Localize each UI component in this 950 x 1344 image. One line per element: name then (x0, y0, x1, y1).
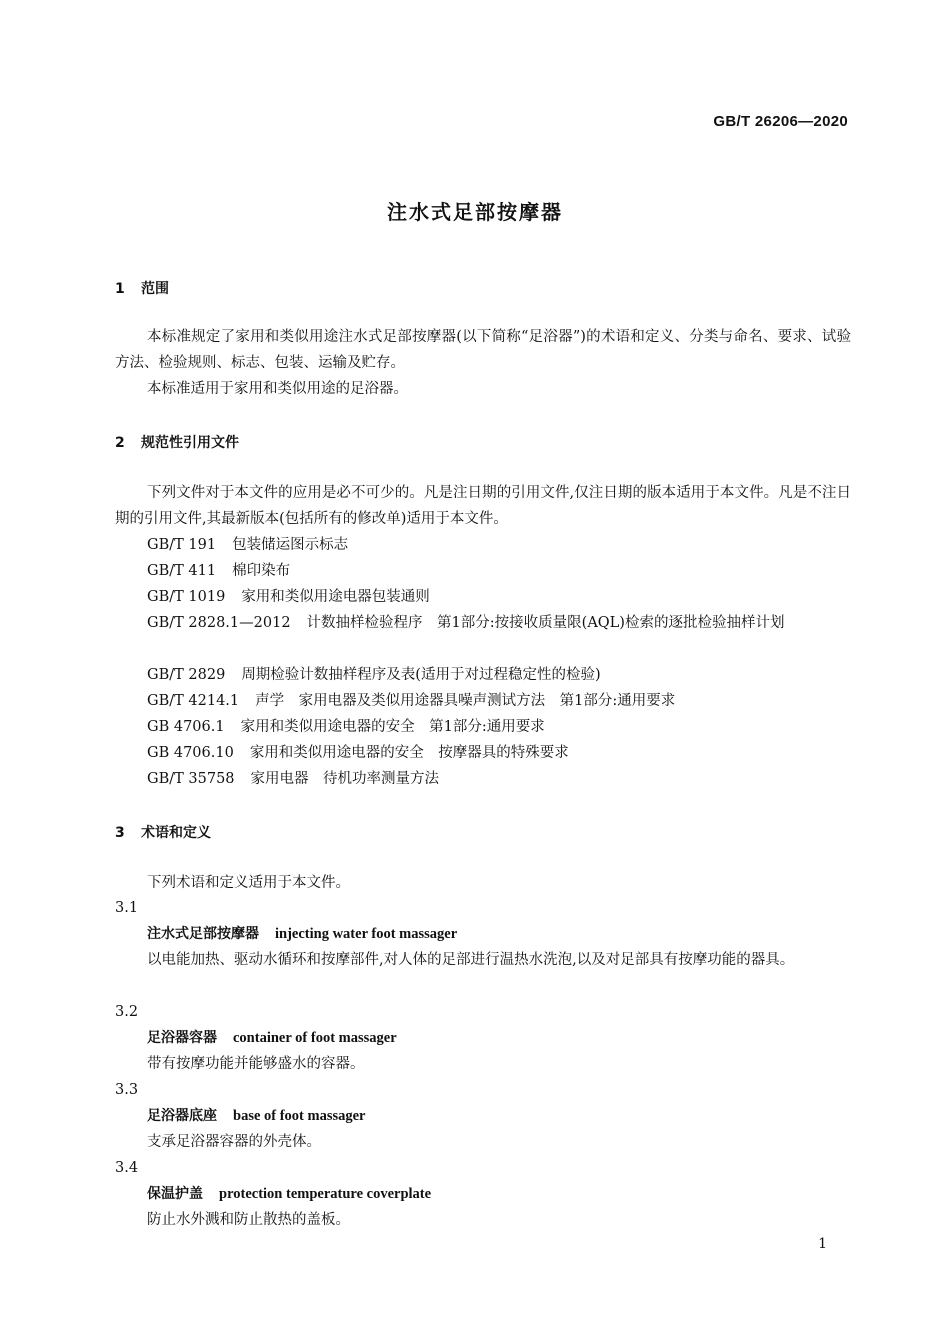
reference-item (147, 688, 675, 714)
reference-title: 家用和类似用途电器的安全 第1部分:通用要求 (240, 719, 545, 735)
page-number: 1 (818, 1236, 827, 1252)
reference-item (115, 610, 851, 636)
term-en: base of foot massager (233, 1108, 366, 1124)
reference-title: 棉印染布 (232, 563, 291, 579)
term-heading (147, 1103, 366, 1129)
terms-intro: 下列术语和定义适用于本文件。 (147, 875, 350, 891)
scope-paragraph-1: 本标准规定了家用和类似用途注水式足部按摩器(以下简称“足浴器”)的术语和定义、分类与命名、要求、试验方法、检验规则、标志、包装、运输及贮存。 (115, 329, 851, 371)
reference-item (147, 584, 430, 610)
reference-code: GB/T 35758 (147, 771, 235, 787)
term-zh: 足浴器底座 (147, 1108, 217, 1124)
term-number: 3.1 (115, 900, 139, 916)
reference-code: GB 4706.10 (147, 745, 234, 761)
section-heading-terms (115, 822, 211, 842)
term-number: 3.3 (115, 1082, 139, 1098)
section-number: 3 (115, 825, 125, 841)
reference-title: 家用和类似用途电器包装通则 (241, 589, 430, 605)
term-definition: 带有按摩功能并能够盛水的容器。 (147, 1056, 365, 1072)
reference-item (147, 766, 439, 792)
term-zh: 保温护盖 (147, 1186, 203, 1202)
scope-paragraph-2: 本标准适用于家用和类似用途的足浴器。 (147, 381, 408, 397)
reference-title: 声学 家用电器及类似用途器具噪声测试方法 第1部分:通用要求 (255, 693, 676, 709)
reference-title: 包装储运图示标志 (232, 537, 349, 553)
term-number: 3.4 (115, 1160, 139, 1176)
term-definition: 以电能加热、驱动水循环和按摩部件,对人体的足部进行温热水洗泡,以及对足部具有按摩功能的器具。 (147, 952, 795, 968)
term-zh: 足浴器容器 (147, 1030, 217, 1046)
reference-code: GB/T 191 (147, 537, 217, 553)
reference-title: 计数抽样检验程序 第1部分:按接收质量限(AQL)检索的逐批检验抽样计划 (306, 615, 785, 631)
section-number: 2 (115, 435, 125, 451)
reference-title: 家用和类似用途电器的安全 按摩器具的特殊要求 (249, 745, 569, 761)
reference-code: GB/T 1019 (147, 589, 226, 605)
term-en: injecting water foot massager (275, 926, 458, 942)
section-heading-scope (115, 278, 169, 298)
standard-code: GB/T 26206—2020 (713, 113, 848, 130)
reference-code: GB/T 2828.1—2012 (147, 615, 291, 631)
term-heading (147, 921, 457, 947)
reference-code: GB/T 2829 (147, 667, 226, 683)
references-intro: 下列文件对于本文件的应用是必不可少的。凡是注日期的引用文件,仅注日期的版本适用于本文件。凡是不注日期的引用文件,其最新版本(包括所有的修改单)适用于本文件。 (115, 485, 851, 527)
reference-item (147, 558, 290, 584)
term-definition: 防止水外溅和防止散热的盖板。 (147, 1212, 350, 1228)
section-heading-normative-references (115, 432, 239, 452)
section-title: 范围 (141, 281, 169, 297)
reference-item (147, 532, 348, 558)
term-en: protection temperature coverplate (219, 1186, 432, 1202)
section-title: 术语和定义 (141, 825, 211, 841)
reference-code: GB/T 4214.1 (147, 693, 240, 709)
reference-item (147, 740, 569, 766)
reference-item (147, 714, 545, 740)
term-en: container of foot massager (233, 1030, 397, 1046)
term-number: 3.2 (115, 1004, 139, 1020)
term-heading (147, 1181, 431, 1207)
reference-item (147, 662, 601, 688)
section-number: 1 (115, 281, 125, 297)
reference-code: GB 4706.1 (147, 719, 225, 735)
term-definition: 支承足浴器容器的外壳体。 (147, 1134, 321, 1150)
reference-code: GB/T 411 (147, 563, 217, 579)
term-heading (147, 1025, 397, 1051)
reference-title: 家用电器 待机功率测量方法 (250, 771, 440, 787)
document-title: 注水式足部按摩器 (387, 200, 563, 224)
section-title: 规范性引用文件 (141, 435, 239, 451)
reference-title: 周期检验计数抽样程序及表(适用于对过程稳定性的检验) (241, 667, 601, 683)
term-zh: 注水式足部按摩器 (147, 926, 259, 942)
